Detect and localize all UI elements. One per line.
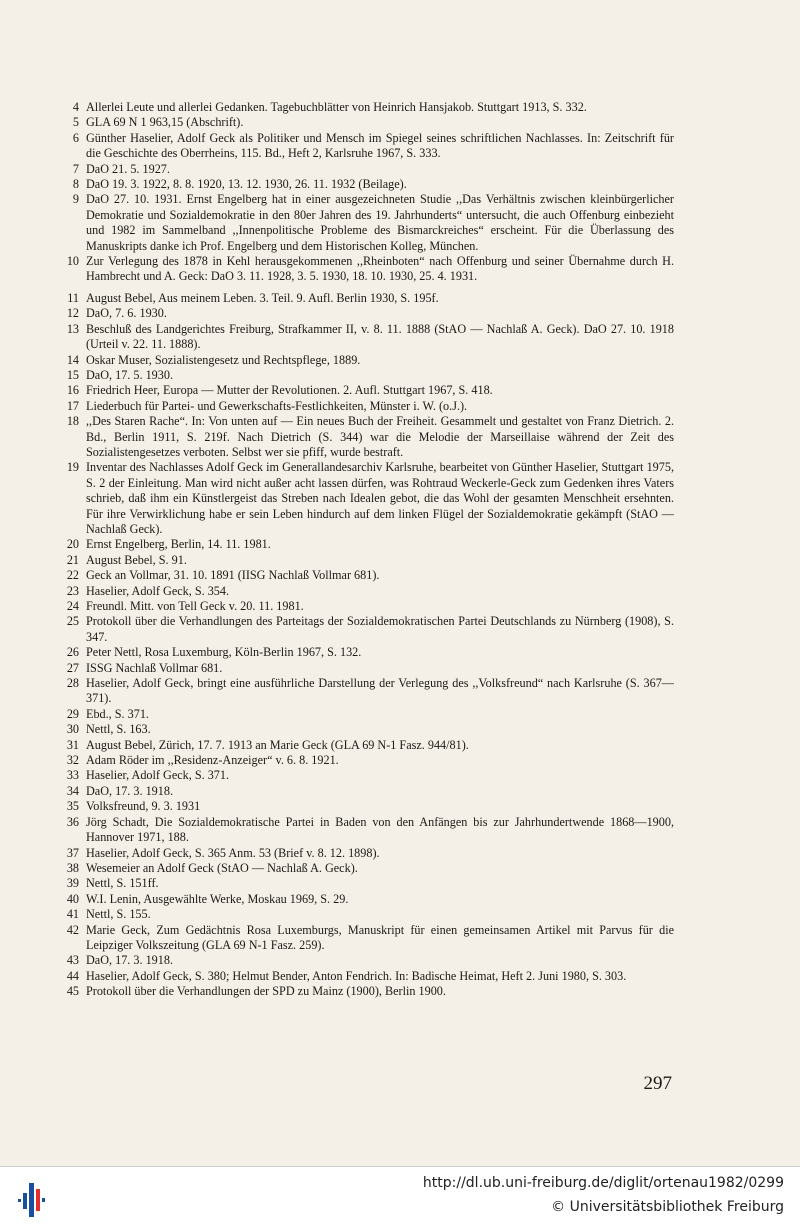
footnote-number: 24	[66, 599, 79, 613]
footnote-number: 16	[66, 383, 79, 398]
footnote-text: Adam Röder im ,,Residenz-Anzeiger“ v. 6. 8. 1921.	[86, 753, 339, 768]
footnote-text: Volksfreund, 9. 3. 1931	[86, 799, 201, 814]
footnote	[64, 306, 674, 321]
footnote-text: Allerlei Leute und allerlei Gedanken. Tagebuchblätter von Heinrich Hansjakob. Stuttgart 1913, S. 332.	[86, 100, 587, 114]
footnote-number: 35	[66, 799, 79, 814]
footnote	[64, 322, 674, 353]
footnote	[64, 291, 674, 306]
footnote-number: 45	[66, 984, 79, 999]
footnote-text: DaO 21. 5. 1927.	[86, 161, 170, 176]
footnote	[64, 460, 674, 537]
footnote	[64, 131, 674, 162]
footnote-number: 41	[66, 907, 79, 922]
footnote-number: 14	[66, 352, 79, 367]
footnote	[64, 768, 674, 783]
footnote-text: Nettl, S. 163.	[86, 722, 151, 737]
footnote	[64, 399, 674, 414]
footnote	[64, 861, 674, 876]
footnote-number: 4	[72, 100, 79, 114]
footnote-text: Haselier, Adolf Geck, S. 365 Anm. 53 (Brief v. 8. 12. 1898).	[86, 845, 380, 860]
footnote-text: DaO, 17. 3. 1918.	[86, 783, 173, 798]
footnote-text: August Bebel, S. 91.	[86, 552, 187, 567]
footnote	[64, 846, 674, 861]
footnote	[64, 353, 674, 368]
footnote	[64, 177, 674, 192]
footnote	[64, 676, 674, 707]
footnote-text: DaO 27. 10. 1931. Ernst Engelberg hat in einer ausgezeichneten Studie ,,Das Verhältnis zwischen kleinbürgerlicher Demokratie und Sozialdemokratie in den 80er Jahren des 19. Jahrhunderts“ untersucht, die auch Offenburg einbezieht und 1982 im Sammelband ,,Innenpolitische Probleme des Bismarckreiches“ erscheint. Für die Überlassung des Manuskripts danke ich Prof. Engelberg und dem Historischen Kolleg, München.	[86, 192, 674, 253]
footnote-number: 23	[66, 583, 79, 598]
footnote-text: August Bebel, Zürich, 17. 7. 1913 an Marie Geck (GLA 69 N-1 Fasz. 944/81).	[86, 737, 469, 752]
footnote-text: Haselier, Adolf Geck, S. 354.	[86, 583, 230, 598]
footnote-text: Zur Verlegung des 1878 in Kehl herausgekommenen ,,Rheinboten“ nach Offenburg und seiner Übernahme durch H. Hambrecht und A. Geck: DaO 3. 11. 1928, 3. 5. 1930, 18. 10. 1930, 25. 4. 1931.	[86, 254, 674, 284]
footnote-text: Haselier, Adolf Geck, S. 380; Helmut Bender, Anton Fendrich. In: Badische Heimat, Heft 2. Juni 1980, S. 303.	[86, 968, 627, 983]
footnote-text: Wesemeier an Adolf Geck (StAO — Nachlaß A. Geck).	[86, 860, 358, 875]
footnote-text: ,,Des Staren Rache“. In: Von unten auf — Ein neues Buch der Freiheit. Gesammelt und gestaltet von Franz Dietrich. 2. Bd., Berlin 1911, S. 219f. Nach Dietrich (S. 344) war die Melodie der Marseillaise während der Zeit des Sozialistengesetzes verboten. Selbst wer sie pfiff, wurde bestraft.	[86, 414, 674, 459]
footnote-text: DaO, 17. 5. 1930.	[86, 367, 173, 382]
footnote	[64, 661, 674, 676]
footnote-text: Protokoll über die Verhandlungen des Parteitags der Sozialdemokratischen Partei Deutschlands zu Nürnberg (1908), S. 347.	[86, 614, 674, 644]
footnote	[64, 584, 674, 599]
footnote-text: ISSG Nachlaß Vollmar 681.	[86, 660, 223, 675]
footnotes-list	[64, 100, 674, 1000]
footnote-text: Protokoll über die Verhandlungen der SPD zu Mainz (1900), Berlin 1900.	[86, 984, 446, 999]
footnote-text: Günther Haselier, Adolf Geck als Politiker und Mensch im Spiegel seines schriftlichen Nachlasses. In: Zeitschrift für die Geschichte des Oberrheins, 115. Bd., Heft 2, Karlsruhe 1967, S. 333.	[86, 130, 674, 161]
footnote	[64, 799, 674, 814]
footnote-number: 30	[66, 722, 79, 737]
footnote	[64, 383, 674, 398]
footnote-number: 21	[66, 552, 79, 567]
footnote-number: 38	[66, 860, 79, 875]
footnote-text: Peter Nettl, Rosa Luxemburg, Köln-Berlin 1967, S. 132.	[86, 645, 362, 660]
footnote-text: Friedrich Heer, Europa — Mutter der Revolutionen. 2. Aufl. Stuttgart 1967, S. 418.	[86, 383, 493, 398]
footnote	[64, 707, 674, 722]
footnote-text: Inventar des Nachlasses Adolf Geck im Generallandesarchiv Karlsruhe, bearbeitet von Günther Haselier, Stuttgart 1975, S. 2 der Einleitung. Man wird nicht außer acht lassen dürfen, was Rohtraud Weckerle-Geck zum Gedenken ihres Vaters schrieb, daß ihm ein Künstlergeist das Streben nach Idealen gebot, die das Wohl der gesamten Menschheit ersehnten. Für ihre Verwirklichung habe er sein Leben hindurch auf dem linken Flügel der Sozialdemokratie gekämpft (StAO — Nachlaß Geck).	[86, 460, 674, 536]
footnote	[64, 254, 674, 285]
footnote-text: W.I. Lenin, Ausgewählte Werke, Moskau 1969, S. 29.	[86, 891, 349, 906]
footnote-text: Nettl, S. 155.	[86, 907, 151, 922]
footnote	[64, 645, 674, 660]
footnote-number: 5	[72, 115, 79, 130]
footnote-number: 31	[66, 737, 79, 752]
footnote	[64, 115, 674, 130]
footnote	[64, 984, 674, 999]
ub-freiburg-logo-icon[interactable]	[14, 1179, 50, 1221]
footnote	[64, 599, 674, 614]
footnote	[64, 614, 674, 645]
footnote-number: 8	[72, 177, 79, 192]
footnote	[64, 753, 674, 768]
footnote-number: 27	[66, 660, 79, 675]
footnote-text: Oskar Muser, Sozialistengesetz und Rechtspflege, 1889.	[86, 352, 361, 367]
footnote-number: 43	[66, 953, 79, 968]
footnote	[64, 722, 674, 737]
permalink-url[interactable]: http://dl.ub.uni-freiburg.de/diglit/ortenau1982/0299	[422, 1175, 784, 1191]
footnote-number: 40	[66, 891, 79, 906]
footnote-number: 6	[72, 130, 79, 145]
copyright-notice: © Universitätsbibliothek Freiburg	[551, 1199, 784, 1215]
footnote	[64, 100, 674, 115]
footnote	[64, 568, 674, 583]
footnote-number: 34	[66, 783, 79, 798]
footnote-text: Marie Geck, Zum Gedächtnis Rosa Luxemburgs, Manuskript für einen gemeinsamen Artikel mit Parvus für die Leipziger Volkszeitung (GLA 69 N-1 Fasz. 259).	[86, 922, 674, 952]
footnote-number: 22	[66, 568, 79, 583]
footnote-text: DaO, 7. 6. 1930.	[86, 306, 167, 321]
footnote-text: Freundl. Mitt. von Tell Geck v. 20. 11. 1981.	[86, 599, 304, 613]
footnote-text: Geck an Vollmar, 31. 10. 1891 (IISG Nachlaß Vollmar 681).	[86, 568, 380, 583]
footnote	[64, 907, 674, 922]
footnote-number: 9	[72, 192, 79, 207]
footnote	[64, 969, 674, 984]
footnote-number: 7	[72, 161, 79, 176]
footnote	[64, 162, 674, 177]
viewer-footer	[0, 1166, 800, 1227]
footnote-number: 20	[66, 537, 79, 552]
footnote-number: 25	[66, 614, 79, 629]
footnote	[64, 738, 674, 753]
footnote-text: Beschluß des Landgerichtes Freiburg, Strafkammer II, v. 8. 11. 1888 (StAO — Nachlaß A. Geck). DaO 27. 10. 1918 (Urteil v. 22. 11. 1888).	[86, 321, 674, 352]
page-number: 297	[643, 1073, 672, 1094]
footnote-number: 42	[66, 922, 79, 937]
footnote-number: 33	[66, 768, 79, 783]
footnote-text: Nettl, S. 151ff.	[86, 876, 159, 891]
footnote-number: 12	[66, 306, 79, 321]
footnote-text: Liederbuch für Partei- und Gewerkschafts-Festlichkeiten, Münster i. W. (o.J.).	[86, 398, 468, 413]
footnote-number: 37	[66, 845, 79, 860]
footnote	[64, 537, 674, 552]
footnote	[64, 553, 674, 568]
footnote	[64, 953, 674, 968]
footnote-text: DaO 19. 3. 1922, 8. 8. 1920, 13. 12. 1930, 26. 11. 1932 (Beilage).	[86, 177, 407, 192]
footnote-number: 36	[66, 814, 79, 829]
footnote-text: Ernst Engelberg, Berlin, 14. 11. 1981.	[86, 537, 271, 552]
footnote-number: 26	[66, 645, 79, 660]
footnote	[64, 192, 674, 254]
footnote	[64, 876, 674, 891]
footnote	[64, 368, 674, 383]
footnote-number: 17	[66, 398, 79, 413]
footnote-number: 44	[66, 968, 79, 983]
footnote-number: 10	[66, 254, 79, 269]
footnote-number: 18	[66, 414, 79, 429]
footnote	[64, 414, 674, 460]
footnote-text: August Bebel, Aus meinem Leben. 3. Teil. 9. Aufl. Berlin 1930, S. 195f.	[86, 290, 439, 305]
footnote-number: 19	[66, 460, 79, 475]
footnote-text: DaO, 17. 3. 1918.	[86, 953, 173, 968]
footnote	[64, 784, 674, 799]
footnote-number: 29	[66, 706, 79, 721]
footnote-text: Haselier, Adolf Geck, S. 371.	[86, 768, 230, 783]
footnote-text: GLA 69 N 1 963,15 (Abschrift).	[86, 115, 244, 130]
footnote-text: Jörg Schadt, Die Sozialdemokratische Partei in Baden von den Anfängen bis zur Jahrhundertwende 1868—1900, Hannover 1971, 188.	[86, 814, 674, 845]
footnote-number: 39	[66, 876, 79, 891]
footnote-number: 28	[66, 676, 79, 691]
footnote	[64, 815, 674, 846]
footnote	[64, 892, 674, 907]
footnote-number: 15	[66, 367, 79, 382]
footnote-text: Ebd., S. 371.	[86, 706, 149, 721]
footnote-number: 13	[66, 321, 79, 336]
footnote-text: Haselier, Adolf Geck, bringt eine ausführliche Darstellung der Verlegung des ,,Volksfreund“ nach Karlsruhe (S. 367—371).	[86, 676, 674, 706]
footnote-number: 11	[67, 290, 79, 305]
footnote-number: 32	[66, 753, 79, 768]
footnote	[64, 923, 674, 954]
